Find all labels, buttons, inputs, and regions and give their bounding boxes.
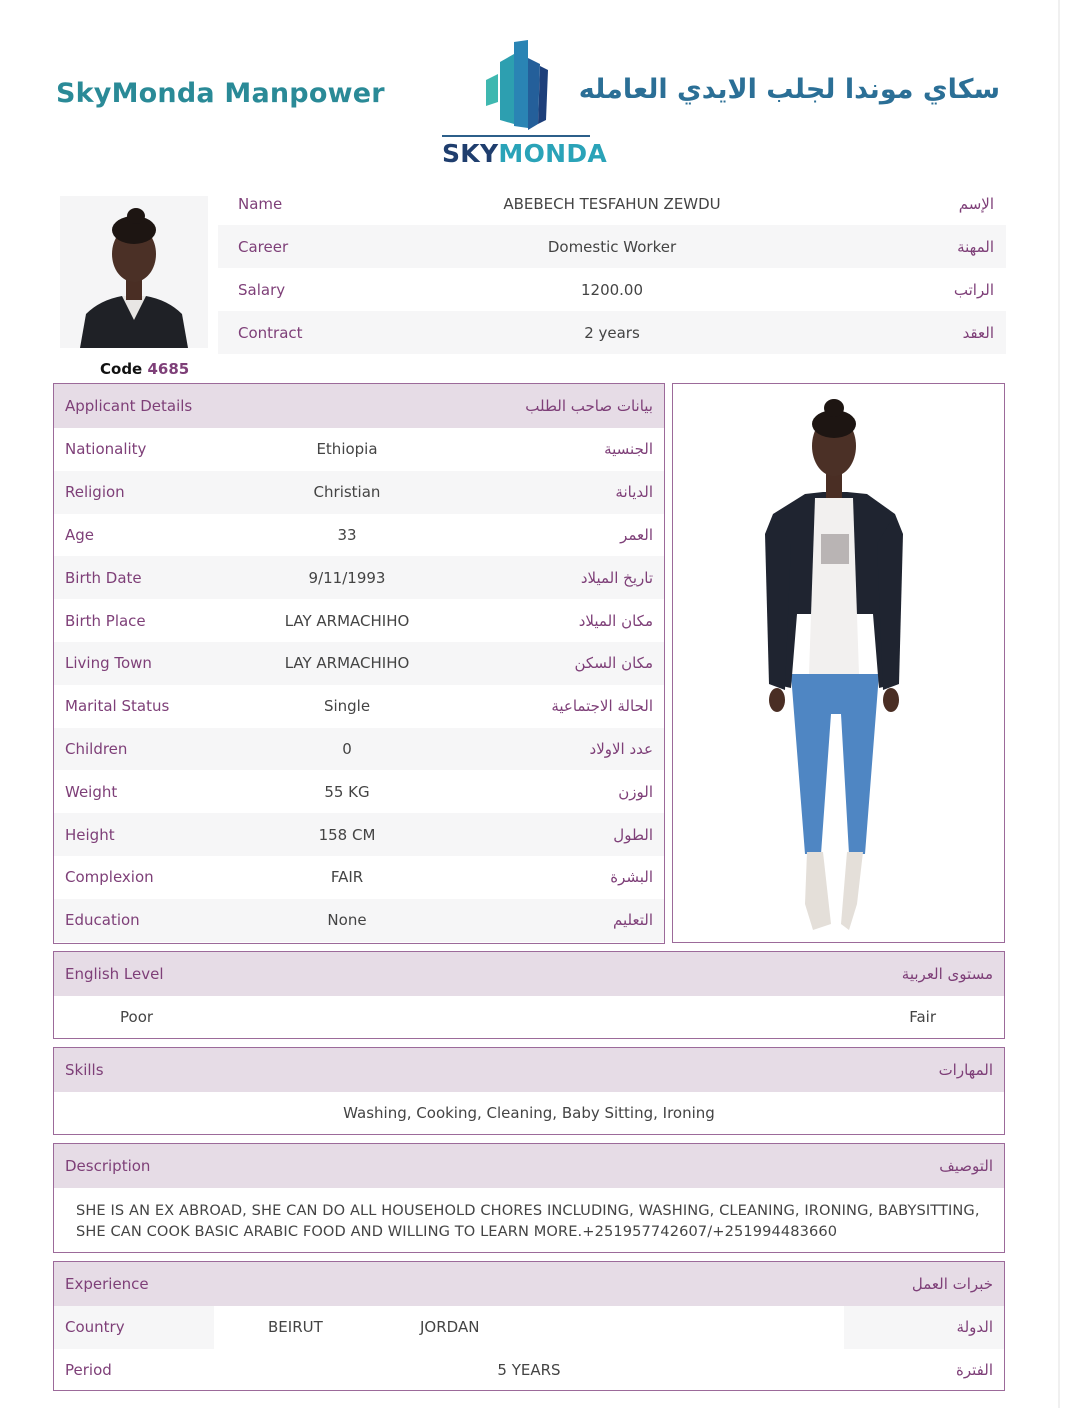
detail-row-birth-date — [54, 556, 664, 599]
summary-label: Salary — [238, 280, 286, 299]
detail-label: Children — [65, 739, 128, 758]
summary-row-career — [218, 225, 1006, 268]
panel-header — [54, 1144, 1004, 1188]
panel-title-ar: مستوى العربية — [901, 965, 993, 983]
arabic-level-value: Fair — [909, 1008, 936, 1026]
detail-label: Education — [65, 911, 140, 930]
brand-name-arabic: سكاي موندا لجلب الايدي العامله — [578, 74, 1000, 105]
detail-value: 9/11/1993 — [308, 568, 386, 587]
panel-header — [54, 1048, 1004, 1092]
summary-row-contract — [218, 311, 1006, 354]
detail-label: Living Town — [65, 654, 152, 673]
detail-value: Christian — [313, 483, 381, 502]
detail-label-ar: الديانة — [615, 483, 653, 502]
page-edge — [1058, 0, 1060, 1408]
detail-row-marital-status — [54, 685, 664, 728]
summary-label: Career — [238, 237, 289, 256]
skymonda-logo — [440, 40, 608, 168]
portrait-figure-icon — [60, 196, 208, 348]
summary-value: 1200.00 — [580, 280, 644, 299]
panel-title: Experience — [65, 1275, 149, 1293]
panel-title: Skills — [65, 1061, 104, 1079]
summary-value: 2 years — [584, 323, 640, 342]
summary-label-ar: العقد — [962, 323, 994, 342]
experience-row-country — [54, 1306, 1004, 1349]
full-body-figure-icon — [673, 384, 1005, 943]
applicant-details-panel — [53, 383, 665, 944]
english-level-value: Poor — [120, 1008, 154, 1026]
detail-label-ar: مكان الميلاد — [578, 611, 653, 630]
detail-label: Birth Date — [65, 568, 142, 587]
detail-label: Complexion — [65, 868, 154, 887]
detail-value: 0 — [342, 739, 352, 758]
detail-label-ar: مكان السكن — [574, 654, 653, 673]
detail-row-complexion — [54, 856, 664, 899]
description-text: SHE IS AN EX ABROAD, SHE CAN DO ALL HOUSEHOLD CHORES INCLUDING, WASHING, CLEANING, IRONING, BABYSITTING, SHE CAN COOK BASIC ARABIC FOOD AND WILLING TO LEARN MORE.+251957742607/+251994483660 — [76, 1202, 980, 1240]
applicant-full-body-photo — [672, 383, 1005, 943]
detail-label: Religion — [65, 483, 125, 502]
detail-label: Height — [65, 825, 115, 844]
panel-title: English Level — [65, 965, 164, 983]
detail-value: 33 — [337, 525, 357, 544]
detail-row-weight — [54, 770, 664, 813]
description-panel — [53, 1143, 1005, 1253]
experience-label: Period — [65, 1360, 112, 1379]
code-label: Code — [100, 360, 143, 378]
code-number: 4685 — [147, 360, 190, 378]
logo-buildings-icon — [484, 40, 550, 132]
experience-country: JORDAN — [420, 1318, 480, 1337]
detail-label-ar: الوزن — [618, 782, 653, 801]
summary-label-ar: الراتب — [953, 280, 994, 299]
summary-row-salary — [218, 268, 1006, 311]
detail-label: Nationality — [65, 440, 147, 459]
skills-panel — [53, 1047, 1005, 1135]
detail-label-ar: العمر — [620, 525, 653, 544]
detail-value: LAY ARMACHIHO — [284, 654, 410, 673]
summary-table — [218, 182, 1006, 354]
panel-title-ar: بيانات صاحب الطلب — [525, 397, 653, 415]
detail-label: Weight — [65, 782, 118, 801]
panel-title: Description — [65, 1157, 151, 1175]
panel-title-ar: خبرات العمل — [911, 1275, 993, 1293]
detail-value: Single — [323, 697, 371, 716]
panel-header — [54, 952, 1004, 996]
detail-row-living-town — [54, 642, 664, 685]
language-level-panel — [53, 951, 1005, 1039]
experience-label-ar: الدولة — [956, 1318, 993, 1337]
logo-underline — [442, 135, 590, 137]
detail-label: Marital Status — [65, 697, 170, 716]
logo-wordmark — [442, 139, 607, 168]
experience-period-value: 5 YEARS — [497, 1360, 561, 1379]
experience-label: Country — [65, 1318, 125, 1337]
detail-label-ar: عدد الاولاد — [589, 739, 653, 758]
detail-value: LAY ARMACHIHO — [284, 611, 410, 630]
detail-row-birth-place — [54, 599, 664, 642]
detail-label-ar: الطول — [613, 825, 653, 844]
detail-label-ar: البشرة — [610, 868, 653, 887]
detail-value: 55 KG — [324, 782, 370, 801]
summary-value: Domestic Worker — [547, 237, 677, 256]
detail-row-religion — [54, 471, 664, 514]
experience-label-ar: الفترة — [956, 1360, 993, 1379]
skills-value: Washing, Cooking, Cleaning, Baby Sitting, Ironing — [343, 1104, 715, 1122]
panel-header — [54, 1262, 1004, 1306]
detail-row-age — [54, 514, 664, 557]
summary-label: Contract — [238, 323, 303, 342]
detail-label-ar: التعليم — [613, 911, 653, 930]
experience-row-period — [54, 1349, 1004, 1392]
experience-panel — [53, 1261, 1005, 1391]
panel-title: Applicant Details — [65, 397, 193, 415]
logo-text-monda: MONDA — [498, 139, 608, 168]
detail-row-nationality — [54, 428, 664, 471]
detail-label: Birth Place — [65, 611, 146, 630]
summary-label: Name — [238, 194, 283, 213]
summary-value: ABEBECH TESFAHUN ZEWDU — [503, 194, 721, 213]
summary-label-ar: الإسم — [958, 194, 994, 213]
detail-row-children — [54, 728, 664, 771]
panel-title-ar: المهارات — [938, 1061, 993, 1079]
summary-row-name — [218, 182, 1006, 225]
detail-value: 158 CM — [318, 825, 376, 844]
detail-value: FAIR — [330, 868, 364, 887]
summary-label-ar: المهنة — [957, 237, 994, 256]
applicant-portrait-photo — [60, 196, 208, 348]
detail-value: None — [327, 911, 367, 930]
detail-value: Ethiopia — [316, 440, 378, 459]
detail-label-ar: الجنسية — [604, 440, 653, 459]
detail-label-ar: الحالة الاجتماعية — [551, 697, 653, 716]
language-level-row — [54, 996, 1004, 1038]
detail-label: Age — [65, 525, 95, 544]
brand-name-english: SkyMonda Manpower — [56, 78, 385, 109]
detail-row-height — [54, 813, 664, 856]
experience-country: BEIRUT — [268, 1318, 323, 1337]
detail-row-education — [54, 899, 664, 942]
logo-text-sky: SKY — [442, 139, 499, 168]
detail-label-ar: تاريخ الميلاد — [580, 568, 653, 587]
panel-title-ar: التوصيف — [939, 1157, 993, 1175]
panel-header — [54, 384, 664, 428]
applicant-code — [100, 360, 189, 378]
